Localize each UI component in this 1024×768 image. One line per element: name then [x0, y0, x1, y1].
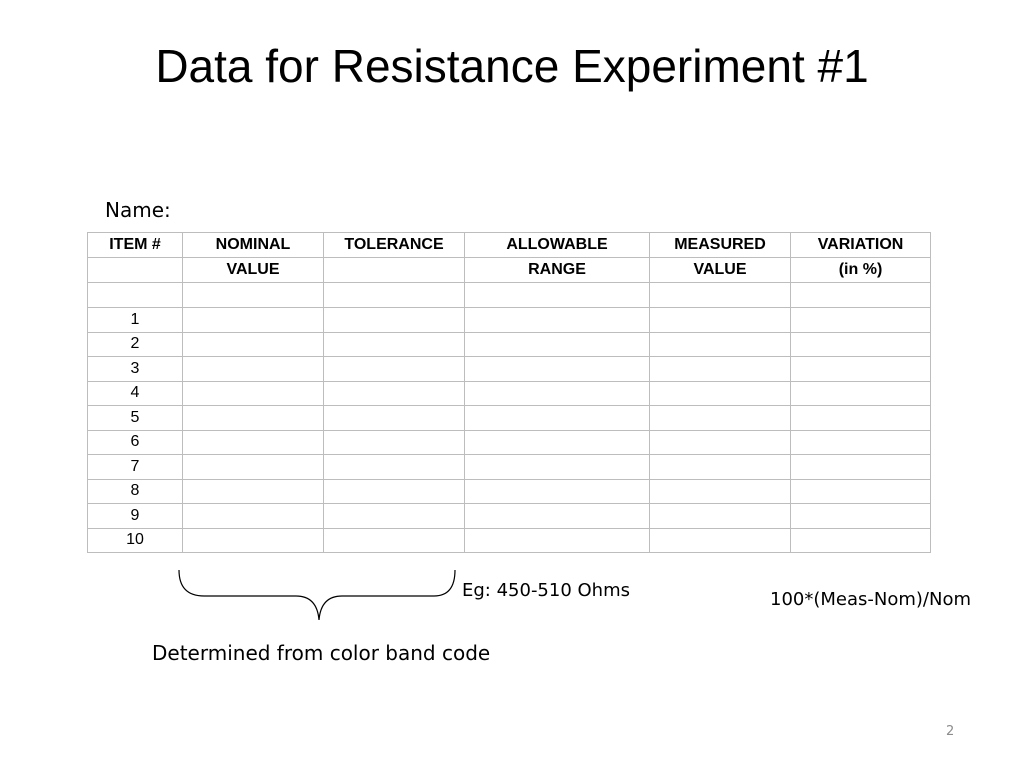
- item-number-cell: 3: [88, 357, 183, 382]
- table-cell: [650, 504, 791, 529]
- table-cell: [324, 455, 465, 480]
- table-cell: [183, 283, 324, 308]
- header-allowable-sub: RANGE: [465, 258, 650, 283]
- header-tolerance-sub: [324, 258, 465, 283]
- table-cell: [791, 381, 931, 406]
- table-cell: [465, 381, 650, 406]
- header-measured-sub: VALUE: [650, 258, 791, 283]
- item-number-cell: 10: [88, 528, 183, 553]
- table-cell: [650, 283, 791, 308]
- table-cell: [324, 504, 465, 529]
- table-cell: [791, 283, 931, 308]
- table-cell: [324, 406, 465, 431]
- table-cell: [650, 308, 791, 333]
- table-cell: [324, 283, 465, 308]
- header-allowable: ALLOWABLE: [465, 233, 650, 258]
- table-cell: [183, 504, 324, 529]
- item-number-cell: 7: [88, 455, 183, 480]
- table-cell: [465, 504, 650, 529]
- variation-formula-note: 100*(Meas-Nom)/Nom: [770, 589, 971, 610]
- table-row: [88, 504, 931, 529]
- table-cell: [183, 357, 324, 382]
- table-row: [88, 357, 931, 382]
- table-cell: [324, 332, 465, 357]
- item-number-cell: 5: [88, 406, 183, 431]
- table-cell: [791, 332, 931, 357]
- table-cell: [324, 528, 465, 553]
- table-cell: [791, 528, 931, 553]
- header-row-1: [88, 233, 931, 258]
- table-cell: [465, 332, 650, 357]
- item-number-cell: 2: [88, 332, 183, 357]
- table-cell: [791, 479, 931, 504]
- item-rows: [88, 308, 931, 553]
- table-cell: [324, 479, 465, 504]
- table-row: [88, 528, 931, 553]
- table-cell: [791, 406, 931, 431]
- table-cell: [183, 479, 324, 504]
- header-variation-sub: (in %): [791, 258, 931, 283]
- header-item-number: ITEM #: [88, 233, 183, 258]
- header-measured: MEASURED: [650, 233, 791, 258]
- table-cell: [650, 332, 791, 357]
- header-row-2: [88, 258, 931, 283]
- header-nominal: NOMINAL: [183, 233, 324, 258]
- table-row: [88, 455, 931, 480]
- table-cell: [465, 406, 650, 431]
- table-cell: [791, 308, 931, 333]
- table-cell: [650, 479, 791, 504]
- item-number-cell: 9: [88, 504, 183, 529]
- brace-caption: Determined from color band code: [152, 641, 491, 665]
- item-number-cell: 1: [88, 308, 183, 333]
- page-number: 2: [946, 724, 955, 739]
- table-cell: [183, 406, 324, 431]
- table-cell: [183, 528, 324, 553]
- table-cell: [88, 283, 183, 308]
- table-cell: [650, 430, 791, 455]
- table-cell: [183, 430, 324, 455]
- table-cell: [650, 455, 791, 480]
- table-cell: [465, 455, 650, 480]
- item-number-cell: 8: [88, 479, 183, 504]
- table-cell: [465, 357, 650, 382]
- table-cell: [465, 308, 650, 333]
- header-nominal-sub: VALUE: [183, 258, 324, 283]
- table-row: [88, 308, 931, 333]
- item-number-cell: 6: [88, 430, 183, 455]
- resistance-data-table: [87, 232, 931, 553]
- table-cell: [183, 308, 324, 333]
- header-item-number-sub: [88, 258, 183, 283]
- table-cell: [650, 381, 791, 406]
- slide-title: Data for Resistance Experiment #1: [155, 40, 869, 92]
- table-cell: [791, 430, 931, 455]
- header-tolerance: TOLERANCE: [324, 233, 465, 258]
- table-cell: [791, 504, 931, 529]
- table-row: [88, 406, 931, 431]
- table-cell: [183, 455, 324, 480]
- table-cell: [791, 455, 931, 480]
- table-cell: [324, 430, 465, 455]
- table-cell: [465, 479, 650, 504]
- table-cell: [465, 430, 650, 455]
- table-cell: [465, 283, 650, 308]
- table-row: [88, 430, 931, 455]
- table-cell: [465, 528, 650, 553]
- table-row: [88, 381, 931, 406]
- header-variation: VARIATION: [791, 233, 931, 258]
- table-cell: [324, 308, 465, 333]
- table-cell: [324, 357, 465, 382]
- table-cell: [650, 357, 791, 382]
- table-cell: [650, 406, 791, 431]
- table-cell: [791, 357, 931, 382]
- table-row: [88, 332, 931, 357]
- range-example-note: Eg: 450-510 Ohms: [462, 580, 631, 601]
- table-cell: [183, 332, 324, 357]
- blank-row: [88, 283, 931, 308]
- table-cell: [650, 528, 791, 553]
- curly-brace-icon: [176, 568, 458, 626]
- table-row: [88, 479, 931, 504]
- table-cell: [324, 381, 465, 406]
- item-number-cell: 4: [88, 381, 183, 406]
- table-cell: [183, 381, 324, 406]
- name-label: Name:: [105, 198, 171, 222]
